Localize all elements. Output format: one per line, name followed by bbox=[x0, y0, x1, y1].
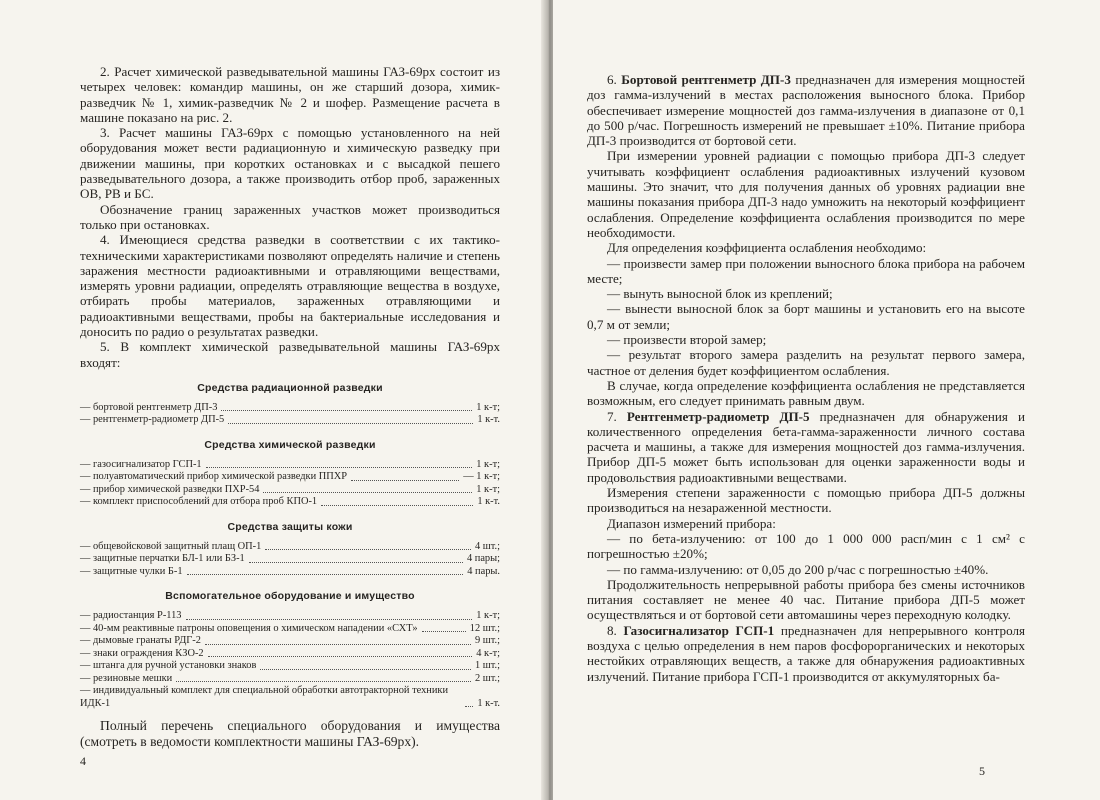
paragraph-3: 3. Расчет машины ГАЗ-69рх с помощью установленного на ней оборудования может вести радиационную и химическую разведку при движении машины, при коротких остановках и с высадкой пешего разведывательного дозора, а также производить отбор проб, зараженных ОВ, РВ и БС. bbox=[80, 125, 500, 202]
paragraph-4: 4. Имеющиеся средства разведки в соответствии с их тактико-техническими характеристиками позволяют определять наличие и степень заражения местности радиоактивными и отравляющими веществами, измерять уровни радиации, определять отравляющие вещества в воздухе, отбирать пробы материалов, зараженных отравляющими и радиоактивными веществами, пробы на бактериальные исследования и доносить по радио о результатах разведки. bbox=[80, 232, 500, 340]
steps-list bbox=[587, 256, 1025, 378]
paragraph-7d: Продолжительность непрерывной работы прибора без смены источников питания составляет не менее 40 час. Питание прибора ДП-5 может осуществляться и от бортовой сети автомашины через переходную колодку. bbox=[587, 576, 1025, 623]
list-item: — произвести второй замер; bbox=[607, 332, 767, 348]
paragraph-3b: Обозначение границ зараженных участков может производиться только при остановках. bbox=[80, 201, 500, 232]
list-item: — результат второго замера разделить на результат первого замера, частное от деления будет коэффициентом ослабления. bbox=[587, 347, 1025, 378]
list-item: — газосигнализатор ГСП-1 1 к-т; bbox=[80, 458, 500, 470]
paragraph-6: 6. Бортовой рентгенметр ДП-3 предназначен для измерения мощностей доз гамма-излучений в местах расположения выносного блока. Прибор обеспечивает измерение мощностей доз гамма-излучения в диапазоне от 0,1 до 500 р/час. Погрешность измерений не превышает ±10%. Питание прибора ДП-3 производится от бортовой сети. bbox=[587, 72, 1026, 149]
section-title: Вспомогательное оборудование и имущество bbox=[165, 590, 415, 603]
list-item: — бортовой рентгенметр ДП-3 1 к-т; bbox=[80, 401, 500, 413]
closing-paragraph: Полный перечень специального оборудования и имущества (смотреть в ведомости комплектности машины ГАЗ-69рх). bbox=[80, 718, 500, 750]
heading-dp5: Рентгенметр-радиометр ДП-5 bbox=[626, 408, 810, 424]
list-item: — индивидуальный комплект для специальной обработки автотракторной техники ИДК-1 1 к-т. bbox=[80, 685, 500, 709]
list-item: — произвести замер при положении выносного блока прибора на рабочем месте; bbox=[587, 255, 1025, 286]
paragraph-7b: Измерения степени зараженности с помощью прибора ДП-5 должны производиться на незараженной местности. bbox=[587, 485, 1025, 516]
range-gamma: — по гамма-излучению: от 0,05 до 200 р/час с погрешностью ±40%. bbox=[607, 561, 989, 577]
paragraph-8: 8. Газосигнализатор ГСП-1 предназначен для непрерывного контроля воздуха с целью определения в нем паров фосфорорганических и некоторых нестойких отравляющих веществ, а также для обнаружения радиоактивных излучений. Питание прибора ГСП-1 производится от аккумуляторных ба- bbox=[587, 622, 1025, 684]
paragraph-7c: Диапазон измерений прибора: bbox=[607, 515, 776, 531]
list-item: — комплект приспособлений для отбора проб КПО-1 1 к-т. bbox=[80, 496, 500, 508]
section-radiation bbox=[80, 382, 500, 427]
list-item: — штанга для ручной установки знаков 1 шт.; bbox=[80, 660, 500, 672]
list-item: — защитные перчатки БЛ-1 или БЗ-1 4 пары; bbox=[80, 553, 500, 565]
list-item: — вынуть выносной блок из креплений; bbox=[607, 286, 833, 302]
paragraph-6c: Для определения коэффициента ослабления необходимо: bbox=[607, 240, 927, 256]
section-title: Средства защиты кожи bbox=[227, 520, 353, 533]
page-number-left: 4 bbox=[80, 754, 86, 768]
list-item: — дымовые гранаты РДГ-2 9 шт.; bbox=[80, 635, 500, 647]
list-item: — резиновые мешки 2 шт.; bbox=[80, 672, 500, 684]
section-title: Средства химической разведки bbox=[204, 438, 376, 451]
section-title: Средства радиационной разведки bbox=[197, 381, 383, 394]
list-item: — радиостанция Р-113 1 к-т; bbox=[80, 610, 500, 622]
section-chemical bbox=[80, 439, 500, 509]
heading-gsp1: Газосигнализатор ГСП-1 bbox=[623, 622, 775, 638]
range-beta: — по бета-излучению: от 100 до 1 000 000 расп/мин с 1 см² с погрешностью ±20%; bbox=[587, 530, 1025, 562]
list-item: — рентгенметр-радиометр ДП-5 1 к-т. bbox=[80, 414, 500, 426]
section-skin-protection bbox=[80, 521, 500, 579]
paragraph-6d: В случае, когда определение коэффициента ослабления не представляется возможным, его следует принимать равным двум. bbox=[587, 377, 1025, 409]
right-column bbox=[587, 72, 1025, 684]
list-item: — прибор химической разведки ПХР-54 1 к-т; bbox=[80, 483, 500, 495]
paragraph-7: 7. Рентгенметр-радиометр ДП-5 предназначен для обнаружения и количественного определения бета-гамма-зараженности личного состава расчета и машины, а также для измерения мощностей доз гамма-излучения. Прибор ДП-5 может быть использован для оценки зараженности воды и продовольствия радиоактивными веществами. bbox=[587, 408, 1025, 485]
section-auxiliary bbox=[80, 590, 500, 710]
paragraph-5: 5. В комплект химической разведывательной машины ГАЗ-69рх входят: bbox=[80, 339, 500, 370]
paragraph-6b: При измерении уровней радиации с помощью прибора ДП-3 следует учитывать коэффициент ослабления радиоактивных излучений кузовом машины. Это значит, что для получения данных об уровнях радиации вне машины показания прибора ДП-3 надо умножить на некоторый коэффициент ослабления. Определение коэффициента ослабления производится по мере необходимости. bbox=[587, 148, 1025, 240]
paragraph-2: 2. Расчет химической разведывательной машины ГАЗ-69рх состоит из четырех человек: командир машины, он же старший дозора, химик-разведчик № 1, химик-разведчик № 2 и шофер. Размещение расчета в машине показано на рис. 2. bbox=[80, 64, 500, 125]
list-item: — вынести выносной блок за борт машины и установить его на высоте 0,7 м от земли; bbox=[587, 301, 1025, 332]
list-item: — общевойсковой защитный плащ ОП-1 4 шт.; bbox=[80, 540, 500, 552]
list-item: — 40-мм реактивные патроны оповещения о химическом нападении «СХТ» 12 шт.; bbox=[80, 622, 500, 634]
page-number-right: 5 bbox=[979, 764, 985, 778]
list-item: — знаки ограждения КЗО-2 4 к-т; bbox=[80, 647, 500, 659]
left-page bbox=[0, 0, 545, 800]
list-item: — полуавтоматический прибор химической разведки ППХР — 1 к-т; bbox=[80, 471, 500, 483]
right-page bbox=[553, 0, 1100, 800]
list-item: — защитные чулки Б-1 4 пары. bbox=[80, 565, 500, 577]
heading-dp3: Бортовой рентгенметр ДП-3 bbox=[621, 72, 791, 87]
left-column bbox=[80, 64, 500, 750]
